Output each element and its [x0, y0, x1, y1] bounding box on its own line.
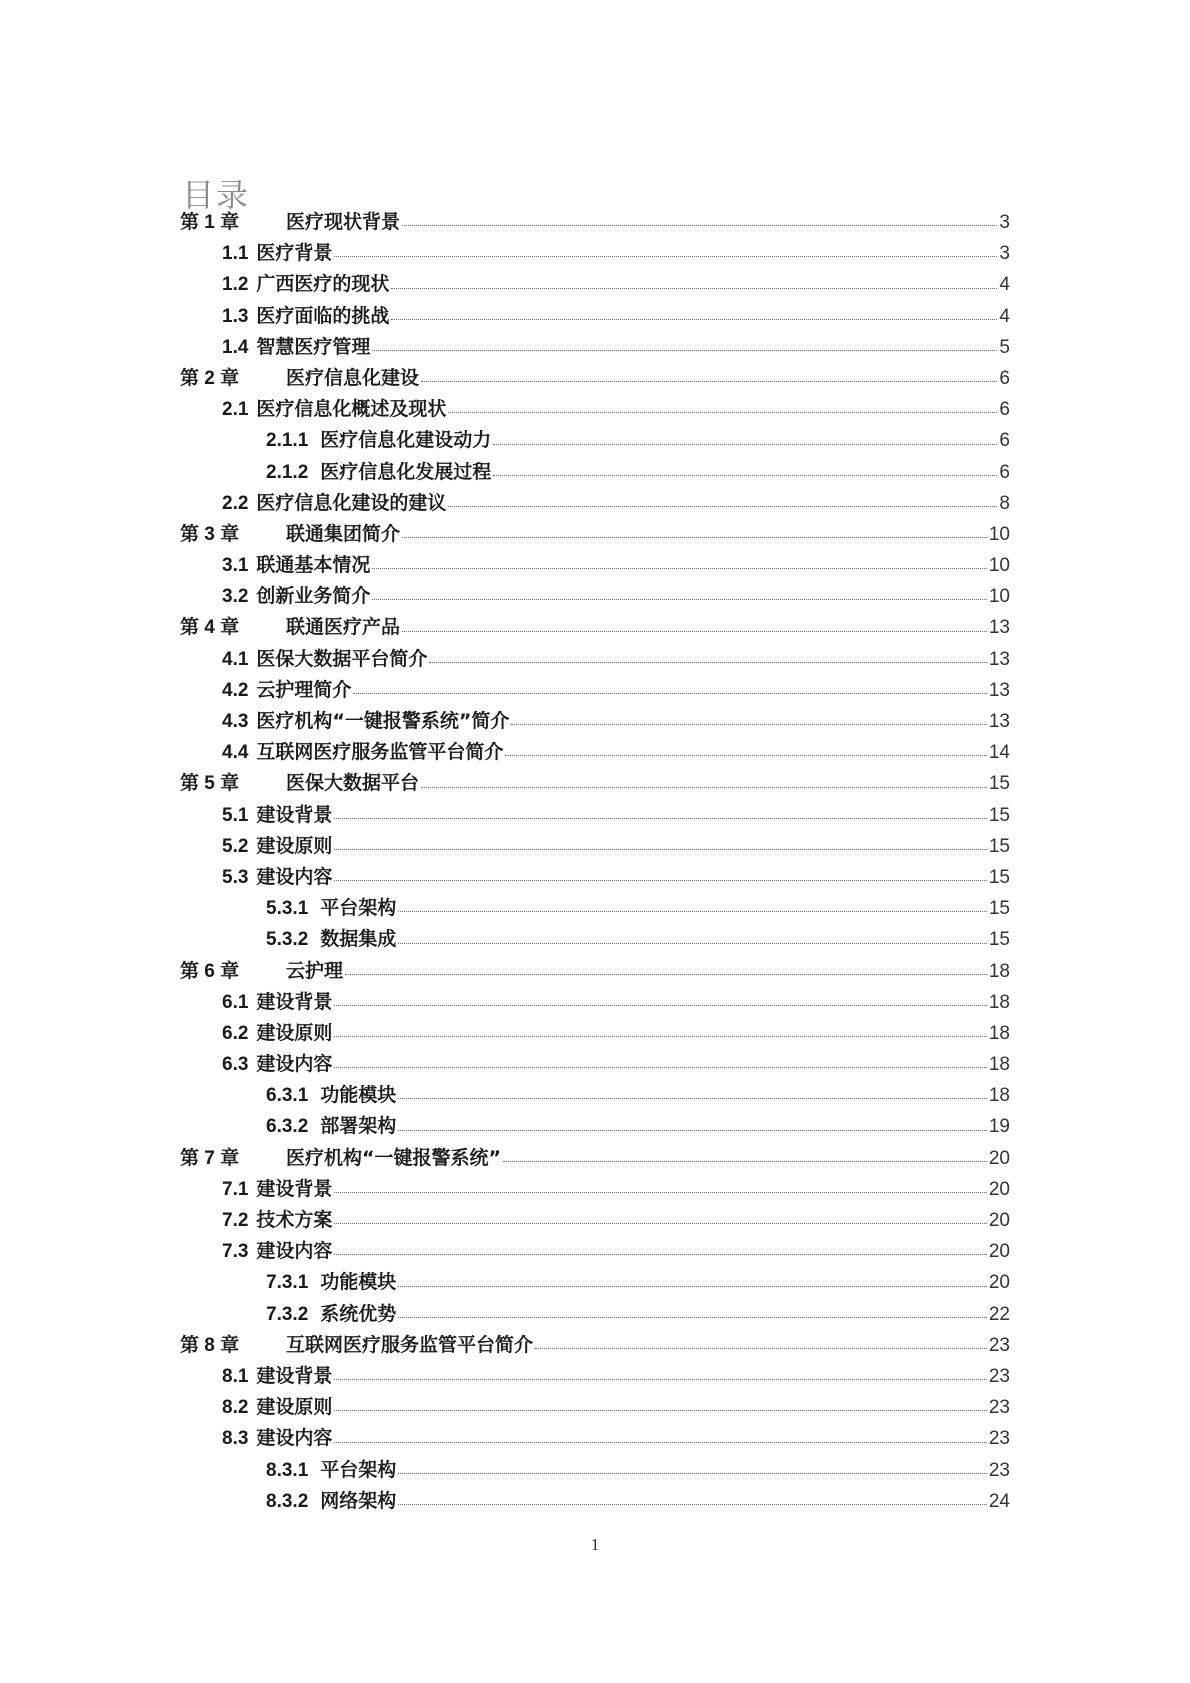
- toc-entry[interactable]: [180, 1267, 1010, 1298]
- toc-entry[interactable]: [180, 488, 1010, 519]
- toc-entry[interactable]: [180, 394, 1010, 425]
- toc-entry-label: 互联网医疗服务监管平台简介: [286, 1333, 534, 1356]
- toc-entry-page: 6: [999, 367, 1010, 389]
- toc-entry[interactable]: [180, 425, 1010, 456]
- toc-entry-number: 7.3.2: [266, 1303, 309, 1325]
- toc-entry-page: 14: [988, 742, 1010, 764]
- toc-entry-page: 4: [999, 274, 1010, 296]
- toc-entry[interactable]: [180, 612, 1010, 643]
- dot-leader: [334, 817, 986, 819]
- toc-entry-page: 24: [988, 1490, 1010, 1512]
- toc-entry-label: 医疗信息化概述及现状: [256, 398, 447, 421]
- toc-entry-number: 第 6 章: [180, 960, 240, 982]
- toc-entry-page: 13: [988, 617, 1010, 639]
- toc-entry[interactable]: [180, 675, 1010, 706]
- toc-entry-label: 网络架构: [320, 1489, 397, 1512]
- toc-entry-page: 18: [988, 1085, 1010, 1107]
- toc-entry-label: 技术方案: [256, 1209, 333, 1231]
- toc-entry-page: 5: [999, 336, 1010, 358]
- dot-leader: [391, 318, 997, 320]
- toc-entry-label: 建设背景: [256, 1177, 333, 1200]
- dot-leader: [535, 1347, 987, 1349]
- toc-entry-number: 6.1: [222, 991, 249, 1013]
- dot-leader: [334, 1253, 986, 1255]
- dot-leader: [503, 1160, 987, 1162]
- toc-entry[interactable]: [180, 706, 1010, 737]
- dot-leader: [372, 567, 986, 569]
- toc-entry-number: 2.1.2: [266, 461, 309, 483]
- toc-entry-number: 5.3.1: [266, 898, 309, 920]
- toc-entry[interactable]: [180, 1455, 1010, 1486]
- toc-entry-page: 15: [988, 929, 1010, 951]
- toc-entry-number: 8.3.2: [266, 1490, 309, 1512]
- toc-entry-page: 4: [999, 305, 1010, 327]
- toc-entry-page: 19: [988, 1116, 1010, 1138]
- toc-entry-page: 20: [988, 1178, 1010, 1200]
- toc-entry-label: 建设内容: [256, 1053, 333, 1076]
- dot-leader: [448, 505, 997, 507]
- toc-entry-label: 联通医疗产品: [286, 616, 401, 639]
- toc-entry-label: 广西医疗的现状: [256, 273, 390, 296]
- toc-entry[interactable]: [180, 332, 1010, 363]
- toc-entry-page: 3: [999, 212, 1010, 233]
- dot-leader: [398, 1097, 987, 1099]
- toc-entry-label: 建设内容: [256, 1427, 333, 1450]
- dot-leader: [334, 1441, 986, 1443]
- toc-entry-page: 20: [988, 1147, 1010, 1169]
- dot-leader: [334, 879, 986, 881]
- toc-entry[interactable]: [180, 1330, 1010, 1361]
- dot-leader: [372, 349, 997, 351]
- dot-leader: [334, 255, 997, 257]
- dot-leader: [402, 224, 997, 226]
- toc-entry[interactable]: [180, 924, 1010, 955]
- toc-entry[interactable]: [180, 1299, 1010, 1330]
- toc-entry[interactable]: [180, 956, 1010, 987]
- toc-entry[interactable]: [180, 1143, 1010, 1174]
- dot-leader: [398, 1129, 987, 1131]
- toc-entry-page: 18: [988, 991, 1010, 1013]
- toc-entry-number: 8.2: [222, 1397, 249, 1419]
- toc-entry-number: 第 7 章: [180, 1147, 240, 1169]
- toc-entry-page: 18: [988, 1054, 1010, 1076]
- toc-entry-number: 8.1: [222, 1365, 249, 1387]
- toc-entry[interactable]: [180, 519, 1010, 550]
- table-of-contents: [180, 207, 1010, 1517]
- toc-entry-number: 第 1 章: [180, 212, 240, 233]
- toc-entry[interactable]: [180, 1205, 1010, 1236]
- toc-entry[interactable]: [180, 207, 1010, 238]
- toc-entry[interactable]: [180, 987, 1010, 1018]
- dot-leader: [429, 661, 986, 663]
- toc-entry-page: 6: [999, 430, 1010, 452]
- dot-leader: [493, 443, 997, 445]
- toc-entry-number: 4.4: [222, 742, 249, 764]
- dot-leader: [353, 692, 986, 694]
- toc-entry-page: 23: [988, 1428, 1010, 1450]
- dot-leader: [398, 942, 987, 944]
- toc-entry-label: 平台架构: [320, 897, 397, 920]
- toc-entry[interactable]: [180, 1080, 1010, 1111]
- toc-entry[interactable]: [180, 737, 1010, 768]
- dot-leader: [421, 786, 987, 788]
- dot-leader: [448, 411, 997, 413]
- toc-entry-number: 2.1.1: [266, 430, 309, 452]
- toc-entry-label: 联通基本情况: [256, 554, 371, 577]
- dot-leader: [398, 1503, 987, 1505]
- dot-leader: [372, 598, 986, 600]
- toc-entry-number: 第 3 章: [180, 523, 240, 545]
- dot-leader: [345, 973, 987, 975]
- dot-leader: [402, 536, 987, 538]
- toc-entry-label: 云护理: [286, 959, 344, 982]
- toc-entry[interactable]: [180, 301, 1010, 332]
- toc-entry[interactable]: [180, 1423, 1010, 1454]
- toc-entry[interactable]: [180, 1486, 1010, 1517]
- toc-entry-number: 3.2: [222, 586, 249, 608]
- toc-entry-label: 建设原则: [256, 1396, 333, 1419]
- toc-entry-number: 2.1: [222, 399, 249, 421]
- toc-entry-page: 23: [988, 1334, 1010, 1356]
- toc-entry-page: 3: [999, 243, 1010, 265]
- dot-leader: [334, 848, 986, 850]
- dot-leader: [505, 754, 986, 756]
- toc-entry-page: 6: [999, 461, 1010, 483]
- toc-entry[interactable]: [180, 238, 1010, 269]
- toc-entry-label: 医疗信息化发展过程: [320, 460, 492, 483]
- toc-entry-page: 15: [988, 773, 1010, 795]
- toc-entry-number: 6.3.1: [266, 1085, 309, 1107]
- toc-entry[interactable]: [180, 1018, 1010, 1049]
- toc-entry-number: 3.1: [222, 555, 249, 577]
- toc-entry-label: 建设原则: [256, 834, 333, 857]
- toc-entry-page: 15: [988, 866, 1010, 888]
- toc-entry-page: 20: [988, 1241, 1010, 1263]
- toc-entry-page: 15: [988, 804, 1010, 826]
- toc-entry-label: 云护理简介: [256, 678, 352, 701]
- toc-entry-number: 1.4: [222, 336, 249, 358]
- dot-leader: [334, 1066, 986, 1068]
- toc-entry-label: 功能模块: [320, 1271, 397, 1294]
- toc-entry-number: 8.3.1: [266, 1459, 309, 1481]
- toc-entry-label: 联通集团简介: [286, 522, 401, 545]
- toc-entry[interactable]: [180, 644, 1010, 675]
- toc-entry-label: 部署架构: [320, 1115, 397, 1138]
- toc-entry-label: 医保大数据平台简介: [256, 647, 428, 670]
- toc-entry-label: 互联网医疗服务监管平台简介: [256, 741, 504, 764]
- toc-entry[interactable]: [180, 1236, 1010, 1267]
- toc-entry-number: 5.2: [222, 835, 249, 857]
- dot-leader: [493, 474, 997, 476]
- toc-entry-number: 第 8 章: [180, 1334, 240, 1356]
- dot-leader: [334, 1004, 986, 1006]
- toc-entry-label: 医疗面临的挑战: [256, 304, 390, 327]
- toc-entry-number: 7.2: [222, 1210, 249, 1231]
- toc-entry[interactable]: [180, 363, 1010, 394]
- dot-leader: [334, 1222, 986, 1224]
- toc-entry-number: 7.3: [222, 1241, 249, 1263]
- toc-entry-page: 18: [988, 960, 1010, 982]
- toc-entry-page: 6: [999, 399, 1010, 421]
- toc-entry[interactable]: [180, 1049, 1010, 1080]
- toc-entry-label: 创新业务简介: [256, 585, 371, 608]
- page-title: 目录: [182, 176, 251, 215]
- toc-entry-number: 5.1: [222, 804, 249, 826]
- toc-entry-label: 建设内容: [256, 1240, 333, 1263]
- dot-leader: [391, 287, 997, 289]
- dot-leader: [402, 630, 987, 632]
- dot-leader: [398, 1316, 987, 1318]
- toc-entry-page: 18: [988, 1022, 1010, 1044]
- toc-entry-number: 6.3: [222, 1054, 249, 1076]
- toc-entry-page: 23: [988, 1459, 1010, 1481]
- toc-entry-number: 4.2: [222, 679, 249, 701]
- toc-entry[interactable]: [180, 1392, 1010, 1423]
- toc-entry-label: 医疗信息化建设动力: [320, 429, 492, 452]
- toc-entry-page: 20: [988, 1210, 1010, 1231]
- dot-leader: [398, 910, 987, 912]
- toc-entry[interactable]: [180, 581, 1010, 612]
- toc-entry-number: 1.3: [222, 305, 249, 327]
- toc-entry-page: 10: [988, 523, 1010, 545]
- toc-entry-number: 7.3.1: [266, 1272, 309, 1294]
- toc-entry-page: 13: [988, 648, 1010, 670]
- dot-leader: [334, 1191, 986, 1193]
- toc-entry[interactable]: [180, 1361, 1010, 1392]
- dot-leader: [334, 1409, 986, 1411]
- toc-entry[interactable]: [180, 893, 1010, 924]
- dot-leader: [334, 1035, 986, 1037]
- toc-entry-page: 13: [988, 679, 1010, 701]
- dot-leader: [334, 1378, 986, 1380]
- toc-entry[interactable]: [180, 1111, 1010, 1142]
- toc-entry-label: 平台架构: [320, 1458, 397, 1481]
- toc-entry-number: 第 5 章: [180, 773, 240, 795]
- toc-entry-page: 23: [988, 1397, 1010, 1419]
- dot-leader: [511, 723, 986, 725]
- toc-entry-label: 数据集成: [320, 928, 397, 951]
- toc-entry[interactable]: [180, 768, 1010, 799]
- toc-entry-page: 8: [999, 492, 1010, 514]
- toc-entry-label: 医疗机构“一键报警系统”简介: [256, 710, 510, 732]
- toc-entry-number: 2.2: [222, 492, 249, 514]
- toc-entry-number: 5.3.2: [266, 929, 309, 951]
- toc-entry[interactable]: [180, 1174, 1010, 1205]
- toc-entry[interactable]: [180, 831, 1010, 862]
- toc-entry-label: 建设背景: [256, 1364, 333, 1387]
- toc-entry-page: 23: [988, 1365, 1010, 1387]
- toc-entry-number: 7.1: [222, 1178, 249, 1200]
- toc-entry-number: 5.3: [222, 866, 249, 888]
- dot-leader: [398, 1285, 987, 1287]
- toc-entry-label: 医疗机构“一键报警系统”: [286, 1146, 501, 1169]
- toc-entry-label: 医疗现状背景: [286, 211, 401, 233]
- toc-entry-number: 第 4 章: [180, 617, 240, 639]
- toc-entry-page: 22: [988, 1303, 1010, 1325]
- toc-entry[interactable]: [180, 269, 1010, 300]
- toc-entry-number: 4.1: [222, 648, 249, 670]
- toc-entry-label: 医疗背景: [256, 242, 333, 265]
- toc-entry-label: 功能模块: [320, 1084, 397, 1107]
- toc-entry-label: 医疗信息化建设的建议: [256, 491, 447, 514]
- toc-entry-label: 建设原则: [256, 1021, 333, 1044]
- toc-entry[interactable]: [180, 800, 1010, 831]
- dot-leader: [398, 1472, 987, 1474]
- toc-entry-number: 6.2: [222, 1022, 249, 1044]
- page-number: 1: [590, 1535, 600, 1554]
- toc-entry-page: 10: [988, 555, 1010, 577]
- toc-entry-number: 8.3: [222, 1428, 249, 1450]
- toc-entry-label: 系统优势: [320, 1302, 397, 1325]
- toc-entry-number: 4.3: [222, 711, 249, 732]
- toc-entry-page: 15: [988, 835, 1010, 857]
- toc-entry-number: 1.2: [222, 274, 249, 296]
- toc-entry-label: 智慧医疗管理: [256, 335, 371, 358]
- toc-entry-page: 13: [988, 711, 1010, 732]
- toc-entry-label: 医保大数据平台: [286, 772, 420, 795]
- toc-entry[interactable]: [180, 862, 1010, 893]
- toc-entry[interactable]: [180, 457, 1010, 488]
- toc-entry-number: 1.1: [222, 243, 249, 265]
- toc-entry-page: 10: [988, 586, 1010, 608]
- dot-leader: [421, 380, 997, 382]
- toc-entry[interactable]: [180, 550, 1010, 581]
- toc-entry-page: 20: [988, 1272, 1010, 1294]
- toc-entry-label: 建设背景: [256, 803, 333, 826]
- toc-entry-number: 6.3.2: [266, 1116, 309, 1138]
- toc-entry-label: 医疗信息化建设: [286, 366, 420, 389]
- toc-entry-label: 建设背景: [256, 990, 333, 1013]
- toc-entry-page: 15: [988, 898, 1010, 920]
- toc-entry-label: 建设内容: [256, 865, 333, 888]
- toc-entry-number: 第 2 章: [180, 367, 240, 389]
